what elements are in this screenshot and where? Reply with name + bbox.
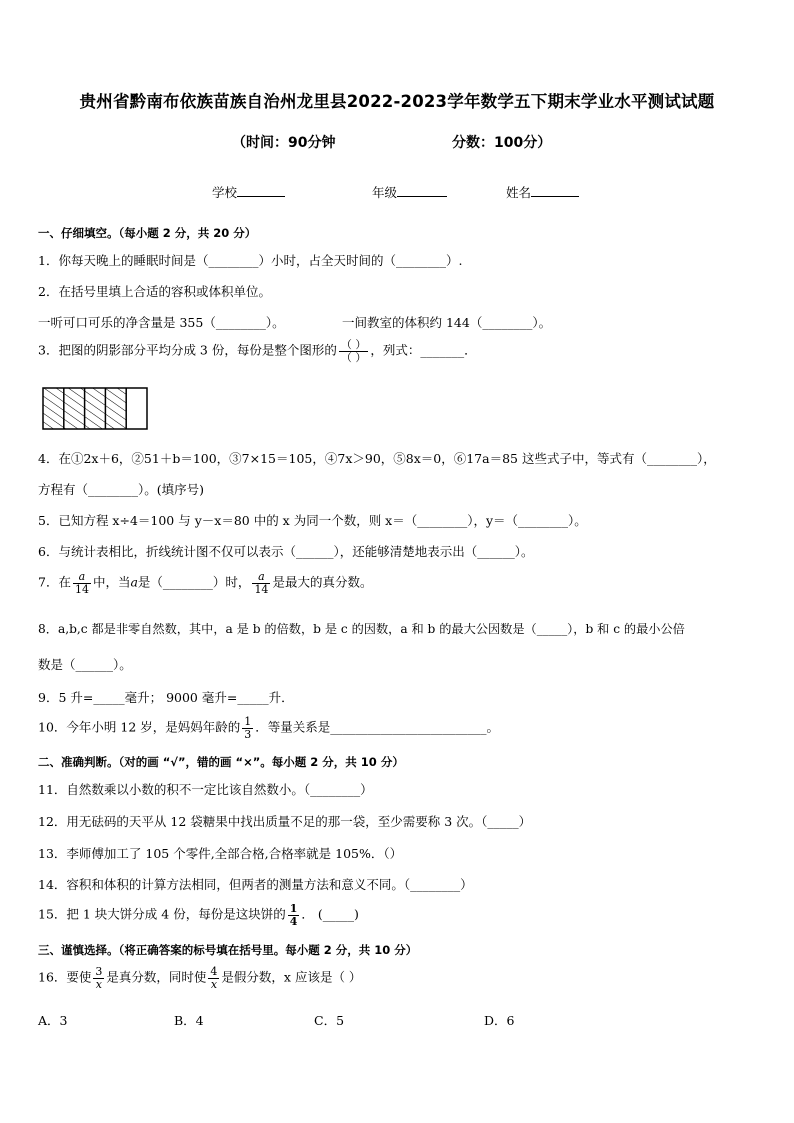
option-b[interactable]: B．4 <box>174 1013 204 1028</box>
question-10-text: 10．今年小明 12 岁，是妈妈年龄的 <box>38 719 241 735</box>
question-10-fraction <box>242 716 253 740</box>
name-blank[interactable] <box>531 183 579 197</box>
question-16-text: 是假分数，x 应该是（ ） <box>221 969 362 985</box>
question-10 <box>38 716 499 740</box>
option-d[interactable]: D．6 <box>484 1013 515 1028</box>
fraction-denominator: x <box>95 977 103 991</box>
grade-blank[interactable] <box>397 183 447 197</box>
question-15-text: ． (_____) <box>301 906 359 922</box>
question-13: 13．李师傅加工了 105 个零件,全部合格,合格率就是 105%．（） <box>38 846 403 861</box>
name-label: 姓名 <box>506 185 532 200</box>
school-label: 学校 <box>212 185 238 200</box>
question-16-fraction <box>93 966 104 990</box>
question-6: 6．与统计表相比，折线统计图不仅可以表示（______），还能够清楚地表示出（______）。 <box>38 544 534 559</box>
question-14: 14．容积和体积的计算方法相同，但两者的测量方法和意义不同。（________） <box>38 877 473 892</box>
question-2: 2．在括号里填上合适的容积或体积单位。 <box>38 284 271 299</box>
question-3-text: 3．把图的阴影部分平均分成 3 份，每份是整个图形的 <box>38 342 337 358</box>
fraction-numerator: 4 <box>210 965 218 978</box>
question-10-text: ．等量关系是_________________________。 <box>255 719 500 735</box>
fraction-numerator: 1 <box>289 902 298 915</box>
question-4b: 方程有（________）。(填序号) <box>38 482 205 497</box>
school-blank[interactable] <box>237 183 285 197</box>
question-8b: 数是（______）。 <box>38 657 132 672</box>
section-2-heading: 二、准确判断。（对的画 “√”，错的画 “×”。每小题 2 分，共 10 分） <box>38 755 404 769</box>
school-field <box>212 183 285 201</box>
question-1: 1．你每天晚上的睡眠时间是（________）小时，占全天时间的（________）. <box>38 253 463 268</box>
question-7-fraction <box>252 571 270 595</box>
name-field <box>506 183 579 201</box>
question-16-text: 是真分数，同时使 <box>106 969 207 985</box>
question-16-fraction <box>208 966 219 990</box>
exam-score: 分数：100分） <box>452 135 552 151</box>
question-15-text: 15．把 1 块大饼分成 4 份，每份是这块饼的 <box>38 906 286 922</box>
question-4a: 4．在①2x＋6，②51＋b＝100，③7×15＝105，④7x＞90，⑤8x＝0，⑥17a＝85 这些式子中，等式有（________）， <box>38 451 716 466</box>
exam-time: （时间：90分钟 <box>232 135 336 151</box>
fraction-denominator: x <box>210 977 218 991</box>
question-8a: 8．a,b,c 都是非零自然数，其中，a 是 b 的倍数，b 是 c 的因数，a 和 b 的最大公因数是（_____），b 和 c 的最小公倍 <box>38 622 685 636</box>
question-3 <box>38 339 477 363</box>
question-5: 5．已知方程 x÷4＝100 与 y－x＝80 中的 x 为同一个数，则 x＝（________），y＝（________）。 <box>38 513 587 528</box>
question-7-text: 中，当 <box>92 574 131 590</box>
question-11: 11．自然数乘以小数的积不一定比该自然数小。（________） <box>38 782 373 797</box>
question-2a: 一听可口可乐的净含量是 355（________）。 <box>38 315 285 330</box>
fraction-denominator: 4 <box>289 914 298 928</box>
question-15-fraction <box>288 903 300 927</box>
grade-field <box>372 183 447 201</box>
fraction-denominator: 3 <box>244 727 252 741</box>
fraction-numerator: （ ） <box>340 338 367 351</box>
question-7 <box>38 571 372 595</box>
question-3-formula: ，列式：_______． <box>370 342 477 358</box>
section-1-heading: 一、仔细填空。（每小题 2 分，共 20 分） <box>38 226 257 240</box>
option-a[interactable]: A．3 <box>38 1013 68 1028</box>
question-7-text: 7．在 <box>38 574 71 590</box>
fraction-numerator: a <box>73 571 91 584</box>
grade-label: 年级 <box>372 185 398 200</box>
question-9: 9．5 升=_____毫升； 9000 毫升=_____升． <box>38 690 294 705</box>
question-12: 12．用无砝码的天平从 12 袋糖果中找出质量不足的那一袋，至少需要称 3 次。（_____） <box>38 814 532 829</box>
shaded-rectangle-figure <box>42 387 148 431</box>
question-16 <box>38 966 361 990</box>
question-7-text: 是最大的真分数。 <box>272 574 373 590</box>
fraction-numerator: 3 <box>95 965 103 978</box>
question-7-variable: a <box>130 574 138 590</box>
question-7-text: 是（________）时， <box>137 574 251 590</box>
fraction-numerator: 1 <box>244 715 252 728</box>
question-3-fraction <box>339 339 369 363</box>
question-2b: 一间教室的体积约 144（________）。 <box>342 315 552 330</box>
fraction-numerator: a <box>252 571 270 584</box>
fraction-denominator: （ ） <box>340 350 367 364</box>
question-7-fraction <box>73 571 91 595</box>
question-15 <box>38 903 359 927</box>
question-16-text: 16．要使 <box>38 969 92 985</box>
page-title: 贵州省黔南布依族苗族自治州龙里县2022-2023学年数学五下期末学业水平测试试题 <box>79 92 715 111</box>
section-3-heading: 三、谨慎选择。（将正确答案的标号填在括号里。每小题 2 分，共 10 分） <box>38 943 418 957</box>
fraction-denominator: 14 <box>74 582 89 596</box>
fraction-denominator: 14 <box>254 582 269 596</box>
option-c[interactable]: C．5 <box>314 1013 345 1028</box>
